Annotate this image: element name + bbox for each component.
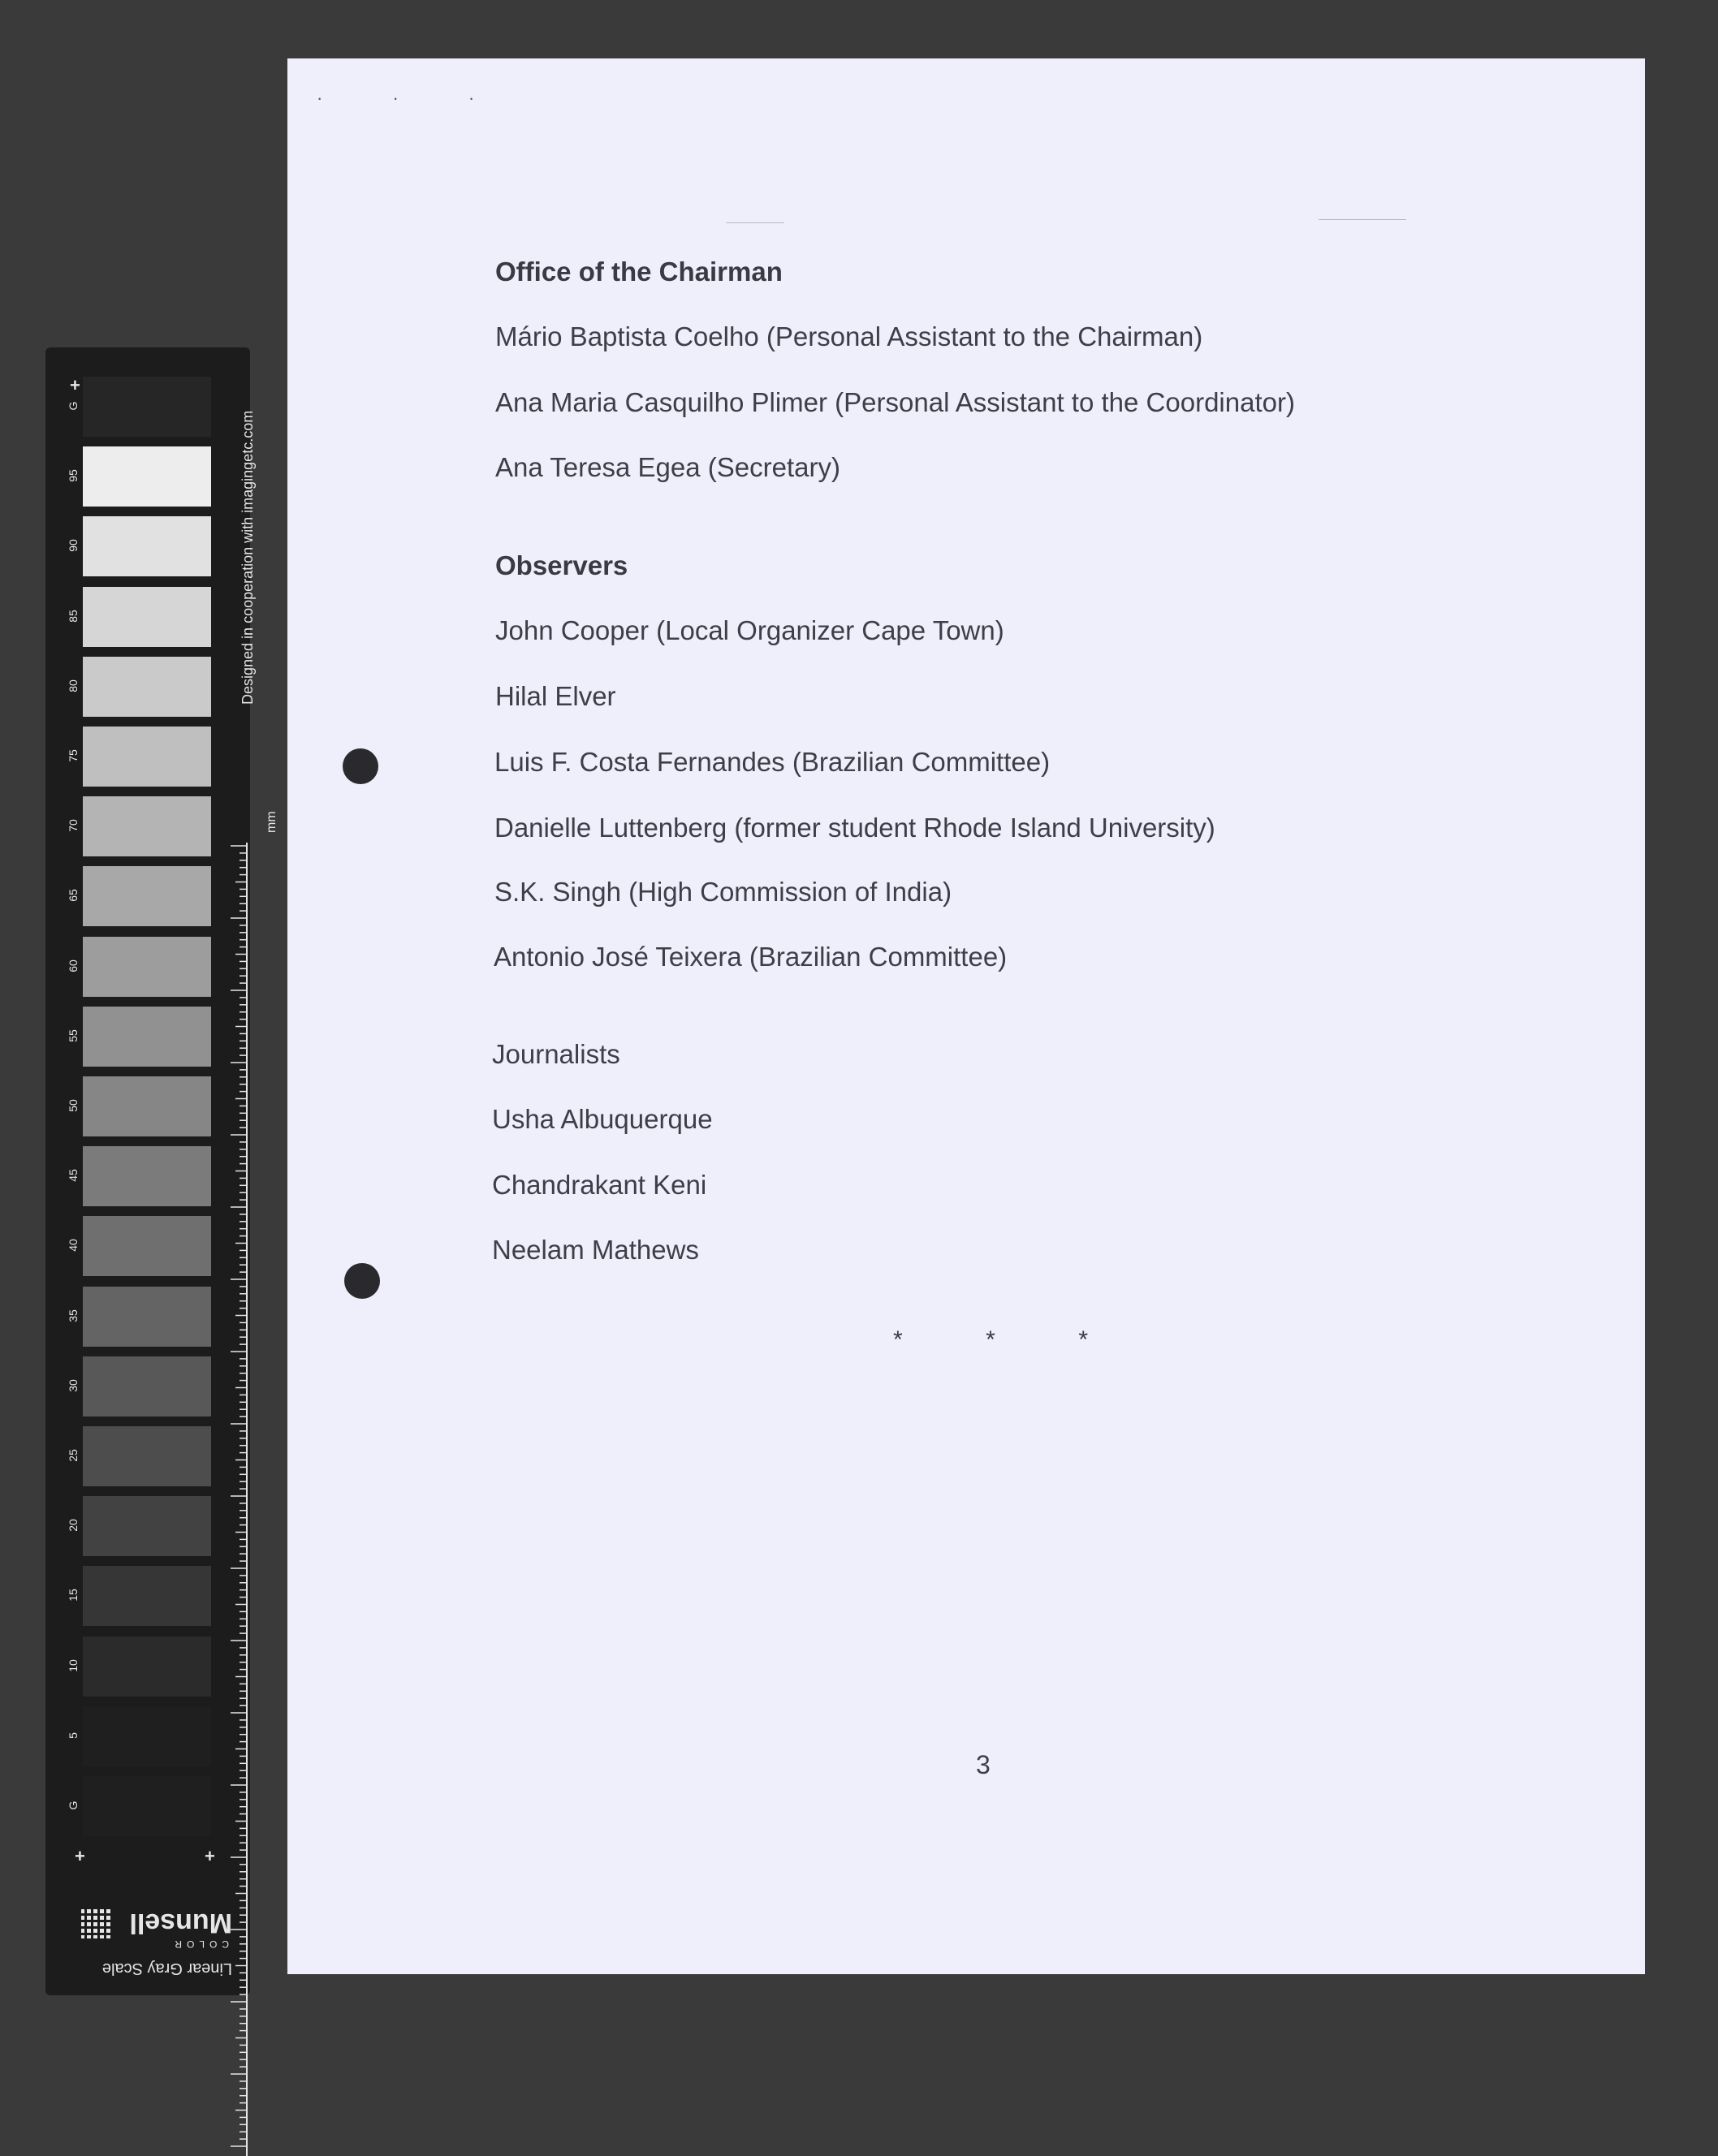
gray-swatch [83, 1706, 211, 1766]
entry-line: S.K. Singh (High Commission of India) [494, 877, 952, 907]
swatch-label: 30 [67, 1379, 80, 1392]
entry-line: Chandrakant Keni [492, 1170, 707, 1200]
registration-mark: + [205, 1846, 215, 1866]
gray-swatch [83, 657, 211, 717]
swatch-label: 65 [67, 889, 80, 903]
swatch-label: G [67, 401, 80, 411]
registration-mark: + [75, 1846, 85, 1866]
gray-swatch [83, 1216, 211, 1276]
gray-swatch [83, 377, 211, 437]
swatch-label: 55 [67, 1029, 80, 1042]
swatch-label: 60 [67, 959, 80, 972]
document-page [287, 58, 1645, 1974]
gray-swatch [83, 1636, 211, 1697]
swatch-label: G [67, 1800, 80, 1810]
separator-star: * [986, 1326, 995, 1353]
section-title-observers: Observers [495, 550, 628, 580]
swatch-label: 5 [67, 1731, 80, 1739]
gray-swatch [83, 587, 211, 647]
swatch-label: 90 [67, 539, 80, 553]
gray-swatch [83, 937, 211, 997]
separator-star: * [1078, 1326, 1088, 1353]
section-title-journalists: Journalists [492, 1039, 620, 1069]
section-title-office: Office of the Chairman [495, 257, 783, 287]
swatch-label: 40 [67, 1239, 80, 1253]
punch-hole [344, 1263, 380, 1299]
scan-rule [1319, 219, 1406, 220]
entry-line: Neelam Mathews [492, 1235, 699, 1265]
gray-swatch [83, 446, 211, 507]
gray-swatch [83, 1076, 211, 1136]
card-credit: Designed in cooperation with imagingetc.com [240, 410, 256, 705]
brand-name: Munsell [129, 1908, 232, 1938]
swatch-label: 25 [67, 1449, 80, 1462]
gray-swatch [83, 1287, 211, 1347]
gray-swatch [83, 1146, 211, 1206]
entry-line: Danielle Luttenberg (former student Rhode Island University) [494, 813, 1215, 843]
punch-hole [343, 748, 378, 784]
scan-rule [726, 222, 784, 223]
scan-specks: · · · [317, 88, 507, 108]
section-separator [893, 1326, 1088, 1354]
ruler-unit-label: mm [265, 811, 278, 833]
swatch-label: 80 [67, 679, 80, 692]
swatch-label: 35 [67, 1309, 80, 1322]
gray-swatch [83, 727, 211, 787]
entry-line: Mário Baptista Coelho (Personal Assistant to the Chairman) [495, 321, 1203, 351]
entry-line: John Cooper (Local Organizer Cape Town) [495, 615, 1004, 645]
swatch-label: 15 [67, 1589, 80, 1602]
brand-subtitle: COLOR [170, 1938, 229, 1950]
gray-swatch [83, 796, 211, 856]
swatch-label: 20 [67, 1519, 80, 1532]
entry-line: Ana Teresa Egea (Secretary) [495, 452, 840, 482]
separator-star: * [893, 1326, 903, 1353]
entry-line: Luis F. Costa Fernandes (Brazilian Committee) [494, 747, 1051, 777]
gray-swatch [83, 866, 211, 926]
registration-mark: + [70, 375, 80, 395]
swatch-label: 95 [67, 469, 80, 482]
swatch-label: 75 [67, 749, 80, 762]
gray-swatch [83, 1496, 211, 1556]
gray-swatch [83, 1356, 211, 1416]
entry-line: Antonio José Teixera (Brazilian Committee) [494, 942, 1008, 972]
gray-scale-card [45, 347, 278, 1995]
gray-swatch [83, 516, 211, 576]
munsell-brand [70, 1882, 232, 1979]
gray-swatch [83, 1566, 211, 1626]
swatch-label: 70 [67, 819, 80, 832]
entry-line: Hilal Elver [495, 681, 616, 711]
swatch-label: 50 [67, 1099, 80, 1112]
gray-swatch [83, 1776, 211, 1836]
scale-title: Linear Gray Scale [101, 1960, 232, 1977]
swatch-label: 85 [67, 609, 80, 623]
swatch-label: 45 [67, 1169, 80, 1182]
munsell-logo-icon [81, 1909, 110, 1938]
swatch-label: 10 [67, 1658, 80, 1672]
gray-swatch [83, 1426, 211, 1486]
gray-swatch [83, 1007, 211, 1067]
page-number: 3 [976, 1750, 991, 1779]
entry-line: Usha Albuquerque [492, 1104, 713, 1134]
entry-line: Ana Maria Casquilho Plimer (Personal Assistant to the Coordinator) [495, 387, 1295, 417]
